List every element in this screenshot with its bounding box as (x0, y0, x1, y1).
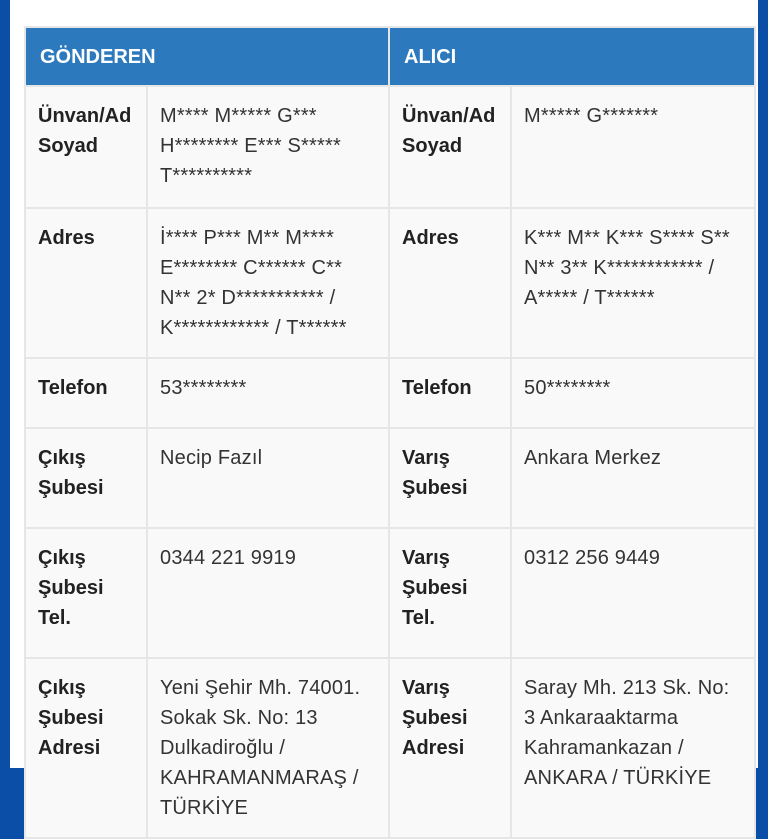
origin-branch-label: Çıkış Şubesi (25, 428, 147, 528)
destination-branch-phone-value: 0312 256 9449 (511, 528, 755, 658)
shipment-details-page (10, 0, 758, 819)
table-row (25, 208, 755, 358)
origin-branch-phone-label: Çıkış Şubesi Tel. (25, 528, 147, 658)
receiver-address-label: Adres (389, 208, 511, 358)
receiver-name-value: M***** G******* (511, 86, 755, 208)
table-row (25, 428, 755, 528)
sender-header: GÖNDEREN (25, 27, 389, 86)
shipment-table (24, 26, 756, 839)
origin-branch-value: Necip Fazıl (147, 428, 389, 528)
destination-branch-label: Varış Şubesi (389, 428, 511, 528)
table-header-row (25, 27, 755, 86)
destination-branch-phone-label: Varış Şubesi Tel. (389, 528, 511, 658)
table-row (25, 86, 755, 208)
receiver-phone-label: Telefon (389, 358, 511, 428)
destination-branch-address-label: Varış Şubesi Adresi (389, 658, 511, 838)
destination-branch-address-value: Saray Mh. 213 Sk. No: 3 Ankaraaktarma Kahramankazan / ANKARA / TÜRKİYE (511, 658, 755, 838)
sender-address-label: Adres (25, 208, 147, 358)
sender-phone-label: Telefon (25, 358, 147, 428)
destination-branch-value: Ankara Merkez (511, 428, 755, 528)
sender-address-value: İ**** P*** M** M**** E******** C****** C** N** 2* D*********** / K************ / T****** (147, 208, 389, 358)
table-row (25, 658, 755, 838)
sender-name-label: Ünvan/Ad Soyad (25, 86, 147, 208)
receiver-header: ALICI (389, 27, 755, 86)
receiver-address-value: K*** M** K*** S**** S** N** 3** K************ / A***** / T****** (511, 208, 755, 358)
table-row (25, 358, 755, 428)
sender-name-value: M**** M***** G*** H******** E*** S***** T********** (147, 86, 389, 208)
origin-branch-phone-value: 0344 221 9919 (147, 528, 389, 658)
receiver-phone-value: 50******** (511, 358, 755, 428)
origin-branch-address-label: Çıkış Şubesi Adresi (25, 658, 147, 838)
origin-branch-address-value: Yeni Şehir Mh. 74001. Sokak Sk. No: 13 Dulkadiroğlu / KAHRAMANMARAŞ / TÜRKİYE (147, 658, 389, 838)
sender-phone-value: 53******** (147, 358, 389, 428)
table-row (25, 528, 755, 658)
receiver-name-label: Ünvan/Ad Soyad (389, 86, 511, 208)
